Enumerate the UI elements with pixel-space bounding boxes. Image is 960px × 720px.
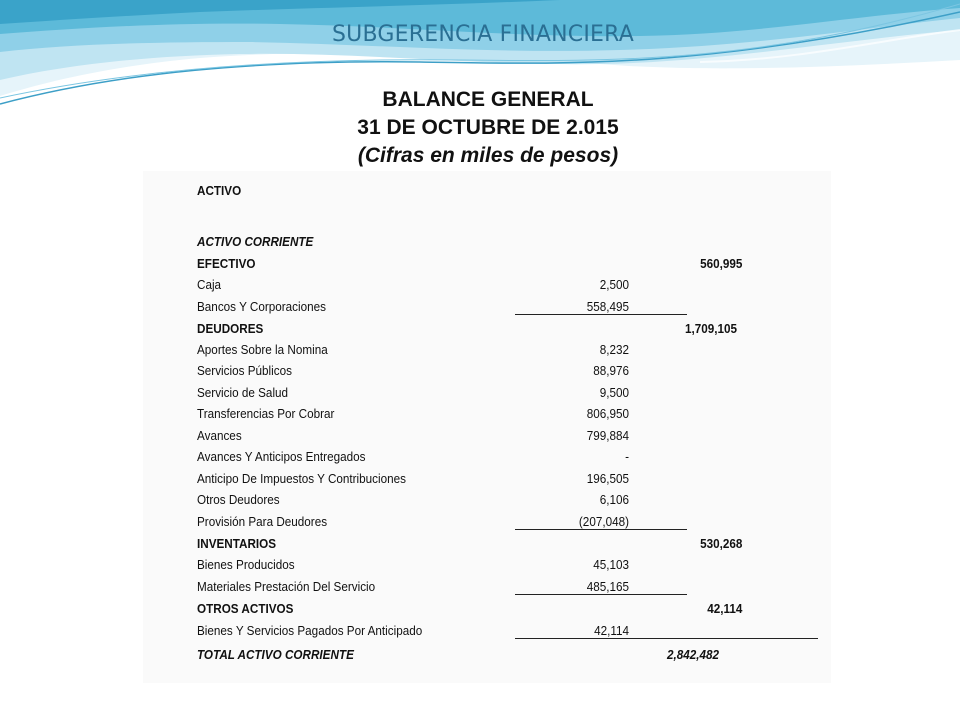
- row-label: OTROS ACTIVOS: [197, 601, 294, 616]
- group-otros-activos: [143, 599, 762, 619]
- row-amount: 196,505: [586, 471, 629, 486]
- row-label: Materiales Prestación Del Servicio: [197, 579, 376, 594]
- row-total-activo-corriente: [143, 645, 762, 665]
- section-activo-corriente: [143, 232, 762, 252]
- section-activo: [143, 181, 762, 201]
- row-label: Bienes Y Servicios Pagados Por Anticipado: [197, 623, 423, 638]
- row-amount: 558,495: [586, 299, 629, 314]
- row-label: TOTAL ACTIVO CORRIENTE: [197, 647, 354, 662]
- row-amount: 799,884: [586, 428, 629, 443]
- row-label: Anticipo De Impuestos Y Contribuciones: [197, 471, 406, 486]
- row-amount: (207,048): [578, 514, 629, 529]
- row-amount: -: [625, 449, 629, 464]
- row-label: Avances Y Anticipos Entregados: [197, 449, 366, 464]
- row-label: ACTIVO CORRIENTE: [197, 234, 314, 249]
- row-label: Provisión Para Deudores: [197, 514, 328, 529]
- group-deudores: [143, 319, 762, 339]
- table-row: [143, 275, 762, 295]
- row-label: DEUDORES: [197, 321, 264, 336]
- document-heading: [0, 86, 960, 170]
- table-row: [143, 555, 762, 575]
- subtotal-underline: [515, 594, 687, 595]
- table-row: [143, 383, 762, 403]
- table-row: [143, 340, 762, 360]
- balance-sheet: [143, 171, 831, 683]
- row-label: Servicio de Salud: [197, 385, 289, 400]
- table-row: [143, 426, 762, 446]
- row-total: 1,709,105: [684, 321, 737, 336]
- row-total: 530,268: [700, 536, 743, 551]
- row-amount: 45,103: [593, 557, 629, 572]
- row-label: Otros Deudores: [197, 492, 280, 507]
- row-label: ACTIVO: [197, 183, 242, 198]
- row-label: EFECTIVO: [197, 256, 256, 271]
- row-label: INVENTARIOS: [197, 536, 277, 551]
- table-row: [143, 404, 762, 424]
- balance-units: (Cifras en miles de pesos): [357, 144, 619, 167]
- row-label: Servicios Públicos: [197, 363, 292, 378]
- group-efectivo: [143, 254, 762, 274]
- row-label: Bienes Producidos: [197, 557, 295, 572]
- row-label: Transferencias Por Cobrar: [197, 406, 335, 421]
- row-amount: 42,114: [594, 623, 629, 638]
- row-total: 560,995: [700, 256, 743, 271]
- row-total: 42,114: [707, 601, 743, 616]
- balance-title: BALANCE GENERAL: [382, 88, 594, 111]
- header-title: SUBGERENCIA FINANCIERA: [332, 22, 634, 47]
- balance-date: 31 DE OCTUBRE DE 2.015: [357, 116, 619, 139]
- row-amount: 88,976: [593, 363, 629, 378]
- row-amount: 485,165: [586, 579, 629, 594]
- row-amount: 6,106: [599, 492, 629, 507]
- group-inventarios: [143, 534, 762, 554]
- table-row: [143, 469, 762, 489]
- row-label: Avances: [197, 428, 242, 443]
- row-label: Bancos Y Corporaciones: [197, 299, 327, 314]
- table-row: [143, 490, 762, 510]
- row-label: Aportes Sobre la Nomina: [197, 342, 328, 357]
- total-underline: [515, 638, 818, 639]
- row-amount: 8,232: [599, 342, 629, 357]
- subtotal-underline: [515, 529, 687, 530]
- row-amount: 2,500: [599, 277, 629, 292]
- row-total: 2,842,482: [666, 647, 719, 662]
- table-row: [143, 361, 762, 381]
- table-row: [143, 447, 762, 467]
- subtotal-underline: [515, 314, 687, 315]
- row-amount: 9,500: [599, 385, 629, 400]
- row-amount: 806,950: [586, 406, 629, 421]
- row-label: Caja: [197, 277, 222, 292]
